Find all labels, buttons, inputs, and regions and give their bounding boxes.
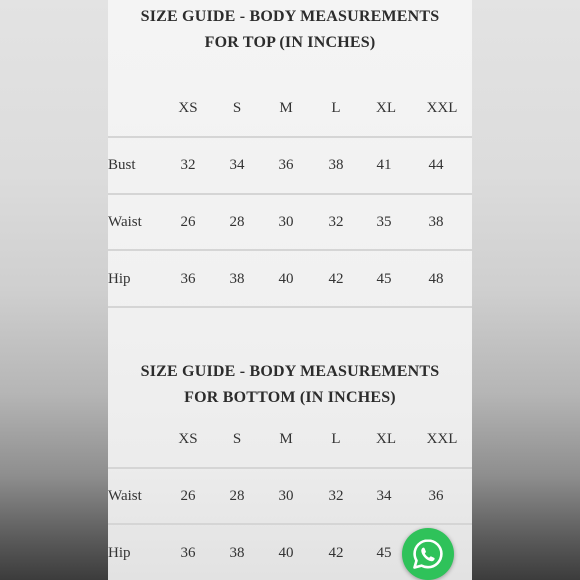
top-size-header: L: [331, 100, 341, 116]
top-size-header: XL: [376, 100, 396, 116]
top-size-header: S: [232, 100, 242, 116]
whatsapp-chat-button[interactable]: [402, 528, 454, 580]
table-cell: 30: [278, 214, 294, 230]
size-guide-page: [108, 0, 472, 580]
table-cell: 26: [180, 214, 196, 230]
row-label-hip: Hip: [108, 271, 131, 287]
top-size-header: XS: [178, 100, 198, 116]
top-guide-title-line2: FOR TOP (IN INCHES): [204, 34, 376, 51]
table-divider: [108, 306, 472, 308]
row-label-hip: Hip: [108, 545, 131, 561]
bottom-size-header: XS: [178, 431, 198, 447]
row-label-waist: Waist: [108, 488, 142, 504]
table-cell: 32: [328, 214, 344, 230]
table-cell: 40: [278, 271, 294, 287]
table-cell: 36: [428, 488, 444, 504]
table-cell: 35: [376, 214, 392, 230]
table-cell: 28: [229, 214, 245, 230]
table-cell: 36: [278, 157, 294, 173]
table-cell: 44: [428, 157, 444, 173]
top-size-header: XXL: [426, 100, 458, 116]
table-cell: 32: [328, 488, 344, 504]
table-divider: [108, 467, 472, 469]
bottom-size-header: S: [232, 431, 242, 447]
top-guide-title-line1: SIZE GUIDE - BODY MEASUREMENTS: [140, 8, 440, 25]
row-label-bust: Bust: [108, 157, 136, 173]
table-cell: 28: [229, 488, 245, 504]
bottom-guide-title-line1: SIZE GUIDE - BODY MEASUREMENTS: [140, 363, 440, 380]
bottom-guide-title-line2: FOR BOTTOM (IN INCHES): [184, 389, 396, 406]
table-cell: 26: [180, 488, 196, 504]
table-cell: 40: [278, 545, 294, 561]
table-cell: 36: [180, 545, 196, 561]
table-cell: 45: [376, 545, 392, 561]
table-divider: [108, 136, 472, 138]
table-cell: 36: [180, 271, 196, 287]
table-cell: 45: [376, 271, 392, 287]
table-cell: 38: [229, 271, 245, 287]
table-cell: 41: [376, 157, 392, 173]
table-cell: 30: [278, 488, 294, 504]
table-divider: [108, 249, 472, 251]
table-divider: [108, 523, 472, 525]
top-size-header: M: [279, 100, 293, 116]
whatsapp-icon: [410, 536, 446, 572]
table-cell: 34: [376, 488, 392, 504]
table-cell: 32: [180, 157, 196, 173]
bottom-size-header: M: [279, 431, 293, 447]
bottom-size-header: XL: [376, 431, 396, 447]
table-divider: [108, 193, 472, 195]
table-cell: 38: [229, 545, 245, 561]
bottom-size-header: L: [331, 431, 341, 447]
row-label-waist: Waist: [108, 214, 142, 230]
table-cell: 42: [328, 545, 344, 561]
table-cell: 42: [328, 271, 344, 287]
table-cell: 48: [428, 271, 444, 287]
table-cell: 38: [328, 157, 344, 173]
table-cell: 38: [428, 214, 444, 230]
bottom-size-header: XXL: [426, 431, 458, 447]
table-cell: 34: [229, 157, 245, 173]
